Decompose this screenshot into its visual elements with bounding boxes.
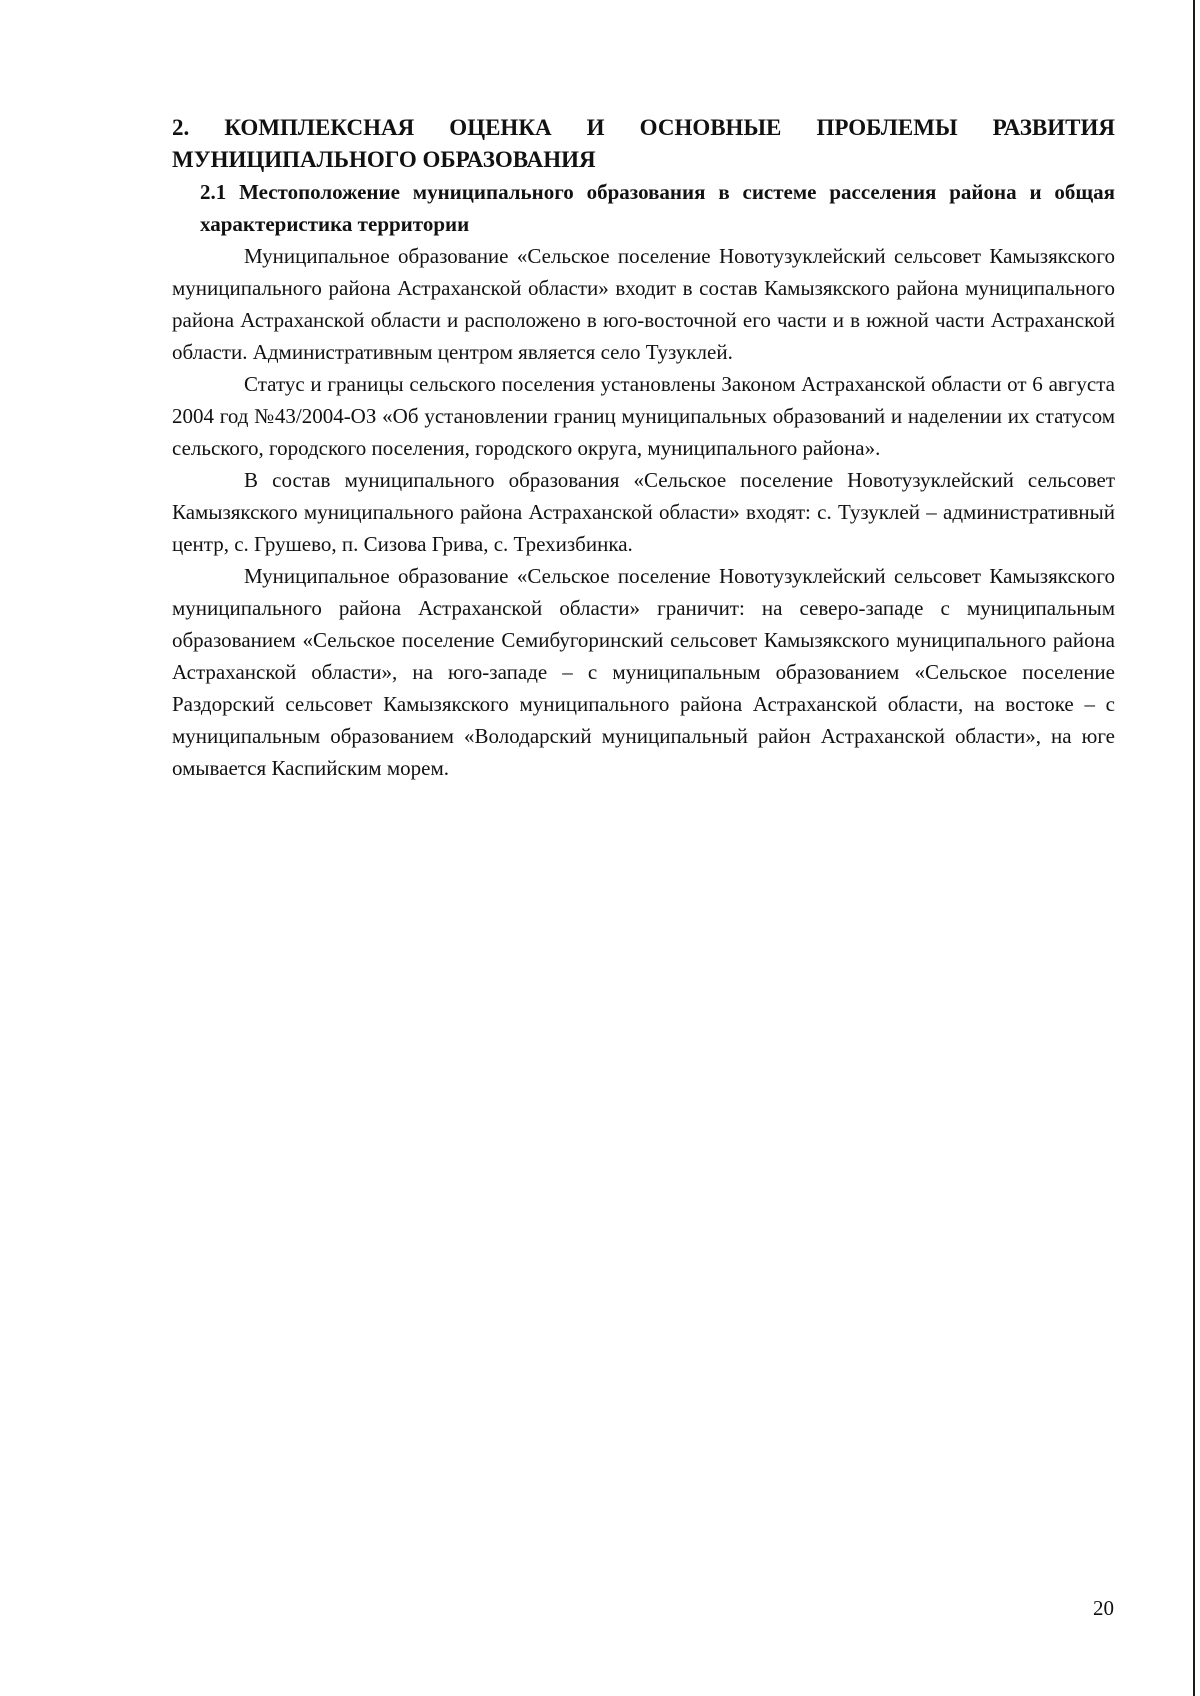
paragraph-status: Статус и границы сельского поселения установлены Законом Астраханской области от 6 августа 2004 год №43/2004-ОЗ «Об установлении границ муниципальных образований и наделении их статусом сельского, городского поселения, городского округа, муниципального района».: [172, 372, 1115, 460]
page-content: [172, 112, 1115, 784]
section-heading: 2. КОМПЛЕКСНАЯ ОЦЕНКА И ОСНОВНЫЕ ПРОБЛЕМЫ РАЗВИТИЯ МУНИЦИПАЛЬНОГО ОБРАЗОВАНИЯ: [172, 115, 1115, 172]
paragraph-composition: В состав муниципального образования «Сельское поселение Новотузуклейский сельсовет Камызякского муниципального района Астраханской области» входят: с. Тузуклей – административный центр, с. Грушево, п. Сизова Грива, с. Трехизбинка.: [172, 468, 1115, 556]
subsection-heading: 2.1 Местоположение муниципального образования в системе расселения района и общая характеристика территории: [200, 180, 1115, 236]
paragraph-location: Муниципальное образование «Сельское поселение Новотузуклейский сельсовет Камызякского муниципального района Астраханской области» входит в состав Камызякского района муниципального района Астраханской области и расположено в юго-восточной его части и в южной части Астраханской области. Административным центром является село Тузуклей.: [172, 244, 1115, 364]
page-edge-line: [1193, 0, 1195, 1696]
page-number: 20: [1093, 1596, 1114, 1620]
paragraph-borders: Муниципальное образование «Сельское поселение Новотузуклейский сельсовет Камызякского муниципального района Астраханской области» граничит: на северо-западе с муниципальным образованием «Сельское поселение Семибугоринский сельсовет Камызякского муниципального района Астраханской области», на юго-западе – с муниципальным образованием «Сельское поселение Раздорский сельсовет Камызякского муниципального района Астраханской области, на востоке – с муниципальным образованием «Володарский муниципальный район Астраханской области», на юге омывается Каспийским морем.: [172, 564, 1115, 780]
